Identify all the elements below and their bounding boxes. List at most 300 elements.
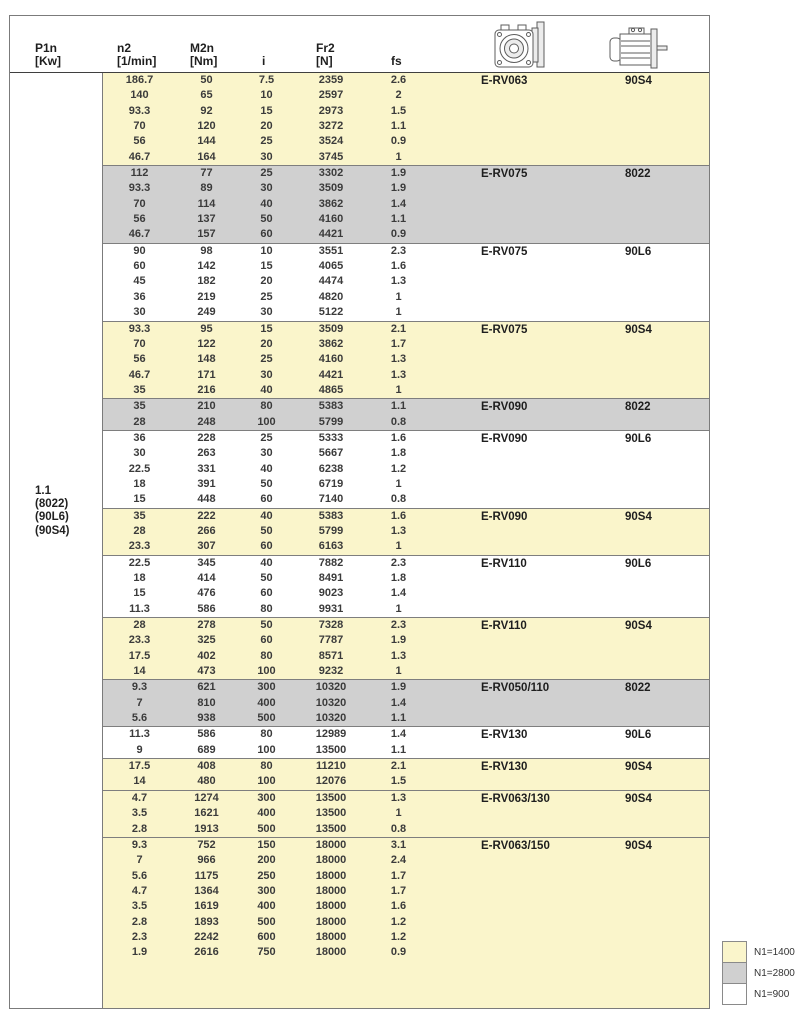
power-cell-line: (90L6) <box>35 511 69 524</box>
value-cell: 2.1 <box>390 760 407 773</box>
value-cell: 20 <box>260 275 273 288</box>
value-cell: 1.8 <box>390 572 407 584</box>
value-cell: 473 <box>197 665 216 678</box>
motor-model-label: 8022 <box>625 168 651 181</box>
gearbox-model-label: E-RV063 <box>481 75 528 87</box>
value-cell: 1.3 <box>390 649 407 662</box>
value-cell: 0.9 <box>390 946 407 959</box>
value-cell: 77 <box>200 167 213 180</box>
value-cell: 9931 <box>318 602 344 615</box>
value-cell: 60 <box>133 260 146 273</box>
gearbox-model-label: E-RV130 <box>481 729 528 742</box>
value-cell: 4.7 <box>131 884 148 897</box>
ratio-group <box>103 680 709 727</box>
value-cell: 112 <box>130 167 149 180</box>
value-cell: 6238 <box>318 462 344 475</box>
value-cell: 60 <box>260 587 273 600</box>
ratio-group <box>103 399 709 431</box>
value-cell: 22.5 <box>128 556 151 569</box>
value-cell: 750 <box>257 946 276 959</box>
value-cell: 3862 <box>318 197 344 210</box>
value-cell: 18000 <box>315 946 347 959</box>
table-row <box>103 853 709 868</box>
table-row <box>103 930 709 945</box>
value-cell: 752 <box>197 838 216 851</box>
value-cell: 4820 <box>318 290 344 303</box>
value-cell: 93.3 <box>128 322 151 335</box>
value-cell: 8491 <box>318 572 344 584</box>
table-row <box>103 88 709 103</box>
table-row <box>103 181 709 196</box>
value-cell: 186.7 <box>125 74 154 86</box>
n1-speed-legend <box>722 942 795 1005</box>
value-cell: 25 <box>260 167 273 180</box>
value-cell: 60 <box>260 228 273 241</box>
worm-gearbox-icon <box>492 19 548 71</box>
value-cell: 89 <box>200 182 213 195</box>
value-cell: 7 <box>136 854 143 867</box>
value-cell: 56 <box>133 353 146 366</box>
col-header-m2n <box>190 42 217 68</box>
value-cell: 4474 <box>318 275 344 288</box>
value-cell: 307 <box>197 540 216 553</box>
power-cell <box>35 485 70 538</box>
table-row <box>103 134 709 149</box>
value-cell: 1 <box>395 477 402 490</box>
value-cell: 1 <box>395 150 402 163</box>
table-row <box>103 822 709 837</box>
value-cell: 2 <box>395 89 402 102</box>
value-cell: 266 <box>197 524 216 537</box>
table-row <box>103 806 709 821</box>
value-cell: 182 <box>197 275 216 288</box>
value-cell: 3272 <box>318 120 344 133</box>
value-cell: 1.3 <box>390 368 407 381</box>
value-cell: 18000 <box>315 838 347 851</box>
col-header-fr2 <box>316 42 335 68</box>
value-cell: 11210 <box>316 760 346 773</box>
value-cell: 80 <box>260 760 273 773</box>
value-cell: 9.3 <box>131 681 148 694</box>
value-cell: 586 <box>197 728 216 741</box>
value-cell: 114 <box>197 197 216 210</box>
value-cell: 1.7 <box>390 337 407 350</box>
motor-model-label: 90L6 <box>625 245 652 258</box>
value-cell: 7787 <box>318 634 344 647</box>
table-row <box>103 791 709 806</box>
power-cell-line: 1.1 <box>35 485 51 497</box>
value-cell: 30 <box>260 447 273 460</box>
col-header-p1n-unit: [Kw] <box>35 54 61 68</box>
power-column <box>10 73 103 1008</box>
value-cell: 18000 <box>315 854 347 867</box>
value-cell: 250 <box>257 869 276 882</box>
table-row <box>103 539 709 554</box>
table-row <box>103 415 709 430</box>
col-header-n2-label: n2 <box>117 41 132 55</box>
value-cell: 1.3 <box>390 275 407 288</box>
value-cell: 9.3 <box>131 838 148 851</box>
value-cell: 15 <box>133 587 146 600</box>
value-cell: 36 <box>133 431 146 444</box>
value-cell: 10 <box>260 89 273 102</box>
value-cell: 100 <box>257 743 276 756</box>
value-cell: 5799 <box>318 415 344 428</box>
table-row <box>103 383 709 398</box>
table-row <box>103 73 709 88</box>
value-cell: 300 <box>257 791 276 804</box>
value-cell: 4160 <box>318 353 344 366</box>
value-cell: 5799 <box>318 524 344 537</box>
value-cell: 46.7 <box>128 368 151 381</box>
value-cell: 35 <box>133 383 146 396</box>
value-cell: 2.3 <box>390 619 407 632</box>
value-cell: 20 <box>260 120 273 133</box>
value-cell: 18000 <box>315 930 347 943</box>
table-row <box>103 462 709 477</box>
ratio-group <box>103 791 709 838</box>
motor-model-label: 90S4 <box>625 620 652 633</box>
value-cell: 5667 <box>318 447 344 460</box>
value-cell: 46.7 <box>128 228 151 241</box>
table-row <box>103 259 709 274</box>
motor-model-label: 90S4 <box>625 510 652 523</box>
value-cell: 140 <box>130 89 149 102</box>
value-cell: 15 <box>260 260 273 273</box>
value-cell: 13500 <box>315 822 347 835</box>
value-cell: 1619 <box>194 900 219 913</box>
value-cell: 3862 <box>318 337 344 350</box>
value-cell: 4865 <box>318 383 344 396</box>
value-cell: 2.8 <box>131 915 148 928</box>
value-cell: 1.3 <box>390 524 407 537</box>
gearbox-model-label: E-RV063/130 <box>481 792 550 805</box>
value-cell: 2.8 <box>131 822 148 835</box>
value-cell: 1913 <box>194 822 219 835</box>
value-cell: 3.5 <box>131 807 148 820</box>
gearbox-model-label: E-RV110 <box>481 620 527 633</box>
value-cell: 25 <box>260 353 273 366</box>
table-row <box>103 759 709 774</box>
power-cell-line: (8022) <box>35 498 69 511</box>
value-cell: 98 <box>200 244 213 257</box>
table-row <box>103 431 709 446</box>
ratio-group <box>103 73 709 166</box>
value-cell: 14 <box>133 665 146 678</box>
gearbox-model-label: E-RV110 <box>481 557 527 570</box>
legend-row <box>722 984 795 1005</box>
value-cell: 400 <box>257 696 276 709</box>
value-cell: 40 <box>260 383 273 396</box>
value-cell: 50 <box>260 619 273 632</box>
value-cell: 10320 <box>315 681 347 694</box>
value-cell: 1.1 <box>390 120 407 133</box>
value-cell: 1.4 <box>390 197 407 210</box>
value-cell: 3745 <box>318 150 344 163</box>
value-cell: 0.8 <box>390 415 407 428</box>
value-cell: 92 <box>200 104 213 117</box>
table-row <box>103 743 709 758</box>
value-cell: 480 <box>197 775 216 788</box>
value-cell: 300 <box>257 681 276 694</box>
value-cell: 80 <box>260 728 273 741</box>
value-cell: 36 <box>133 290 146 303</box>
value-cell: 30 <box>133 306 146 319</box>
value-cell: 9 <box>136 743 143 756</box>
value-cell: 1.1 <box>390 400 407 413</box>
value-cell: 1 <box>395 665 402 678</box>
legend-row <box>722 942 795 963</box>
value-cell: 331 <box>197 462 216 475</box>
value-cell: 0.9 <box>390 228 407 241</box>
value-cell: 50 <box>200 74 213 86</box>
gearbox-model-label: E-RV090 <box>481 401 528 414</box>
value-cell: 2616 <box>194 946 219 959</box>
value-cell: 1.4 <box>390 587 407 600</box>
value-cell: 23.3 <box>128 634 151 647</box>
value-cell: 18000 <box>315 915 347 928</box>
value-cell: 448 <box>197 493 216 506</box>
value-cell: 248 <box>197 415 216 428</box>
value-cell: 9232 <box>318 665 344 678</box>
value-cell: 345 <box>197 556 216 569</box>
col-header-fs: fs <box>391 54 402 68</box>
table-row <box>103 774 709 789</box>
value-cell: 1621 <box>194 807 219 820</box>
col-header-p1n-label: P1n <box>35 41 58 55</box>
value-cell: 30 <box>260 306 273 319</box>
value-cell: 219 <box>197 290 216 303</box>
value-cell: 40 <box>260 197 273 210</box>
motor-model-label: 90L6 <box>625 557 652 570</box>
value-cell: 30 <box>260 368 273 381</box>
value-cell: 1 <box>395 383 402 396</box>
value-cell: 7140 <box>318 493 344 506</box>
value-cell: 11.3 <box>129 602 150 615</box>
value-cell: 1.2 <box>390 930 407 943</box>
legend-swatch <box>722 983 747 1005</box>
ratio-group <box>103 618 709 680</box>
value-cell: 1.8 <box>390 447 407 460</box>
value-cell: 17.5 <box>128 649 151 662</box>
motor-model-label: 90S4 <box>625 839 652 852</box>
ratio-group <box>103 838 709 1008</box>
motor-model-label: 90S4 <box>625 761 652 774</box>
legend-swatch <box>722 962 747 984</box>
value-cell: 5383 <box>318 400 344 413</box>
value-cell: 228 <box>197 431 216 444</box>
value-cell: 1274 <box>194 791 219 804</box>
value-cell: 13500 <box>315 743 347 756</box>
table-row <box>103 352 709 367</box>
value-cell: 1.2 <box>390 462 407 475</box>
gearbox-model-label: E-RV090 <box>481 432 528 445</box>
value-cell: 10320 <box>315 712 347 725</box>
value-cell: 70 <box>133 120 146 133</box>
value-cell: 2.3 <box>131 930 148 943</box>
value-cell: 25 <box>260 135 273 148</box>
value-cell: 50 <box>260 213 273 226</box>
table-row <box>103 104 709 119</box>
value-cell: 5383 <box>318 509 344 522</box>
value-cell: 200 <box>257 854 276 867</box>
legend-label: N1=1400 <box>754 947 795 958</box>
value-cell: 0.8 <box>390 822 407 835</box>
value-cell: 23.3 <box>128 540 151 553</box>
electric-motor-icon <box>609 27 671 69</box>
motor-model-label: 90L6 <box>625 729 652 742</box>
value-cell: 15 <box>133 493 146 506</box>
value-cell: 2973 <box>318 104 344 117</box>
legend-swatch <box>722 941 747 963</box>
value-cell: 216 <box>197 383 216 396</box>
table-row <box>103 337 709 352</box>
value-cell: 3.5 <box>131 900 148 913</box>
col-header-m2n-label: M2n <box>190 41 214 55</box>
value-cell: 1.9 <box>390 681 407 694</box>
value-cell: 391 <box>197 477 216 490</box>
value-cell: 100 <box>257 775 276 788</box>
value-cell: 938 <box>197 712 216 725</box>
value-cell: 966 <box>197 854 216 867</box>
motor-model-label: 8022 <box>625 682 651 695</box>
value-cell: 1.2 <box>390 915 407 928</box>
value-cell: 414 <box>197 572 216 584</box>
value-cell: 3.1 <box>390 838 407 851</box>
value-cell: 400 <box>257 900 276 913</box>
value-cell: 157 <box>197 228 216 241</box>
value-cell: 3302 <box>318 167 344 180</box>
gearbox-model-label: E-RV075 <box>481 168 528 181</box>
value-cell: 1.6 <box>390 900 407 913</box>
motor-model-label: 90S4 <box>625 75 652 87</box>
value-cell: 278 <box>197 619 216 632</box>
value-cell: 13500 <box>315 807 347 820</box>
value-cell: 56 <box>133 213 146 226</box>
value-cell: 402 <box>197 649 216 662</box>
value-cell: 25 <box>260 431 273 444</box>
value-cell: 1 <box>395 540 402 553</box>
value-cell: 18 <box>133 477 146 490</box>
value-cell: 6719 <box>318 477 344 490</box>
value-cell: 144 <box>197 135 216 148</box>
table-row <box>103 305 709 320</box>
value-cell: 500 <box>257 915 276 928</box>
col-header-fr2-label: Fr2 <box>316 41 335 55</box>
value-cell: 1 <box>395 290 402 303</box>
value-cell: 4.7 <box>131 791 148 804</box>
value-cell: 70 <box>133 337 146 350</box>
value-cell: 325 <box>197 634 216 647</box>
table-row <box>103 664 709 679</box>
value-cell: 56 <box>133 135 146 148</box>
value-cell: 7.5 <box>258 74 275 86</box>
gearmotor-spec-table <box>9 15 710 1009</box>
table-row <box>103 274 709 289</box>
value-cell: 586 <box>197 602 216 615</box>
motor-model-label: 90S4 <box>625 323 652 336</box>
table-row <box>103 556 709 571</box>
table-row <box>103 509 709 524</box>
value-cell: 222 <box>197 509 216 522</box>
table-row <box>103 399 709 414</box>
value-cell: 476 <box>197 587 216 600</box>
table-row <box>103 586 709 601</box>
value-cell: 40 <box>260 556 273 569</box>
table-row <box>103 680 709 695</box>
value-cell: 1 <box>395 602 402 615</box>
value-cell: 50 <box>260 524 273 537</box>
value-cell: 35 <box>133 509 146 522</box>
value-cell: 2.6 <box>390 74 407 86</box>
value-cell: 210 <box>197 400 216 413</box>
value-cell: 9023 <box>318 587 344 600</box>
table-row <box>103 290 709 305</box>
value-cell: 3524 <box>318 135 344 148</box>
table-row <box>103 618 709 633</box>
value-cell: 28 <box>133 415 146 428</box>
value-cell: 500 <box>257 712 276 725</box>
value-cell: 1.6 <box>390 509 407 522</box>
value-cell: 50 <box>260 572 273 584</box>
value-cell: 8571 <box>318 649 344 662</box>
value-cell: 5122 <box>318 306 344 319</box>
value-cell: 4421 <box>318 228 344 241</box>
motor-model-label: 8022 <box>625 401 651 414</box>
value-cell: 93.3 <box>128 104 151 117</box>
table-row <box>103 150 709 165</box>
table-row <box>103 446 709 461</box>
value-cell: 689 <box>197 743 216 756</box>
value-cell: 408 <box>197 760 216 773</box>
ratio-group <box>103 244 709 322</box>
value-cell: 18000 <box>315 869 347 882</box>
value-cell: 10320 <box>315 696 347 709</box>
value-cell: 171 <box>197 368 216 381</box>
value-cell: 22.5 <box>128 462 151 475</box>
value-cell: 80 <box>260 649 273 662</box>
value-cell: 300 <box>257 884 276 897</box>
value-cell: 30 <box>260 182 273 195</box>
value-cell: 28 <box>133 524 146 537</box>
value-cell: 1364 <box>194 884 219 897</box>
value-cell: 1.9 <box>390 634 407 647</box>
value-cell: 18000 <box>315 900 347 913</box>
ratio-group <box>103 431 709 509</box>
value-cell: 17.5 <box>128 760 151 773</box>
legend-row <box>722 963 795 984</box>
table-row <box>103 711 709 726</box>
table-row <box>103 633 709 648</box>
value-cell: 100 <box>257 665 276 678</box>
value-cell: 5333 <box>318 431 344 444</box>
ratio-group <box>103 322 709 400</box>
value-cell: 4421 <box>318 368 344 381</box>
value-cell: 60 <box>260 540 273 553</box>
legend-label: N1=900 <box>754 989 790 1000</box>
value-cell: 18000 <box>315 884 347 897</box>
value-cell: 1.4 <box>390 696 407 709</box>
value-cell: 30 <box>133 447 146 460</box>
table-row <box>103 322 709 337</box>
value-cell: 14 <box>133 775 146 788</box>
col-header-p1n <box>35 42 61 68</box>
value-cell: 7882 <box>318 556 344 569</box>
value-cell: 1.7 <box>390 869 407 882</box>
groups-container <box>103 73 709 1008</box>
value-cell: 80 <box>260 602 273 615</box>
motor-model-label: 90L6 <box>625 432 652 445</box>
